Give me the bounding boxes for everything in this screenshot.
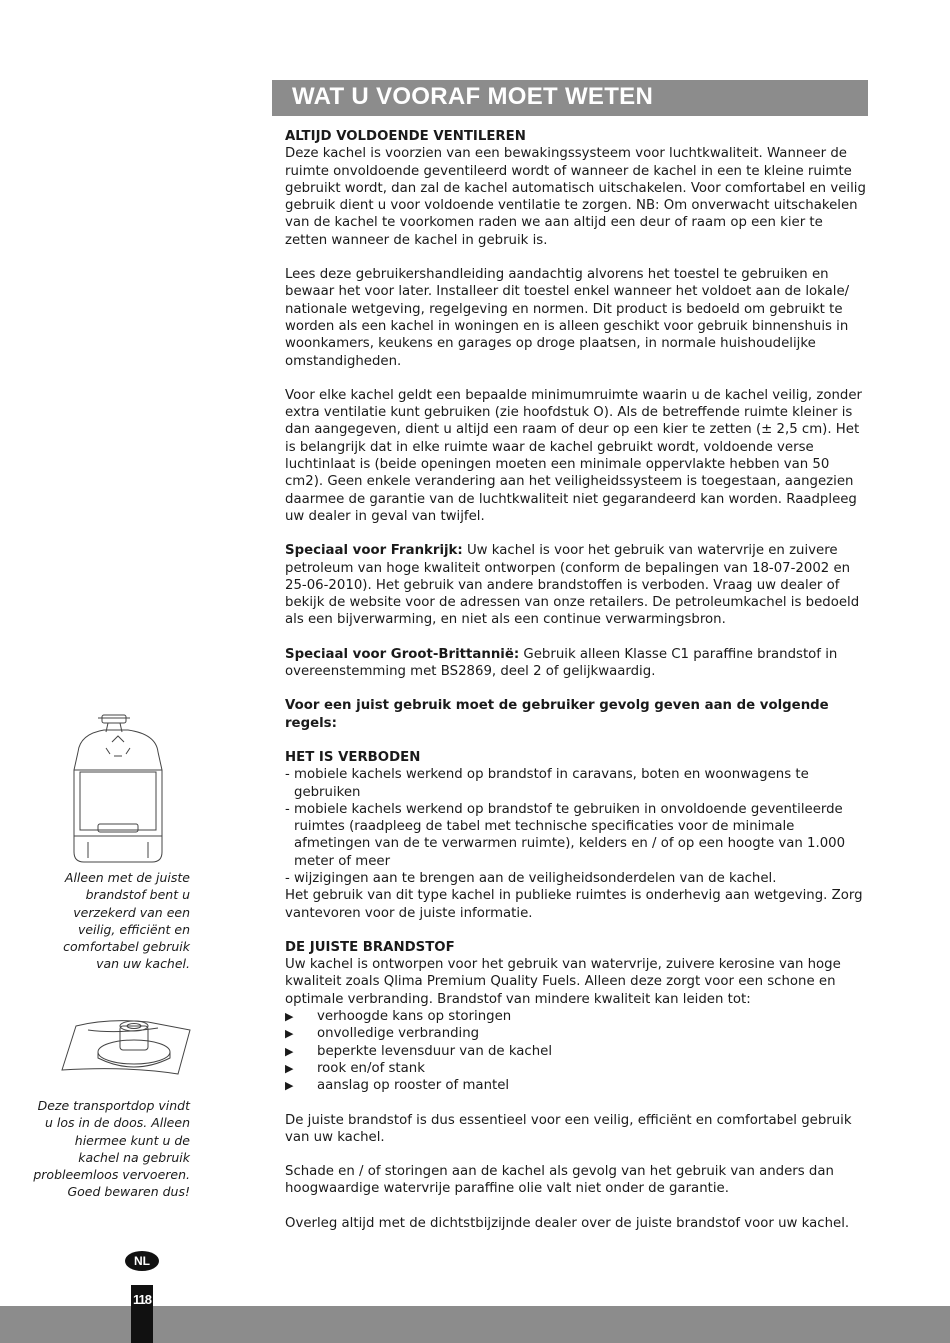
triangle-bullet-icon: ▶ bbox=[285, 1010, 294, 1024]
list-item: ▶ verhoogde kans op storingen bbox=[285, 1009, 512, 1025]
fuel-caption: Alleen met de juiste brandstof bent u verzekerd van een veilig, efficiënt en comfortabel gebruik van uw kachel. bbox=[63, 870, 190, 972]
fuel-heading: DE JUISTE BRANDSTOF bbox=[285, 939, 455, 955]
forbidden-item: - mobiele kachels werkend op brandstof in caravans, boten en woonwagens te gebruiken bbox=[285, 767, 809, 800]
france-paragraph bbox=[285, 542, 869, 628]
france-label: Speciaal voor Frankrijk: bbox=[285, 543, 463, 559]
list-item: ▶ onvolledige verbranding bbox=[285, 1026, 480, 1042]
rules-intro: Voor een juist gebruik moet de gebruiker gevolg geven aan de volgende regels: bbox=[285, 698, 829, 731]
uk-paragraph bbox=[285, 646, 869, 681]
transport-cap-illustration bbox=[58, 1012, 198, 1076]
triangle-bullet-icon: ▶ bbox=[285, 1044, 294, 1058]
list-item: ▶ rook en/of stank bbox=[285, 1060, 425, 1076]
uk-label: Speciaal voor Groot-Brittannië: bbox=[285, 646, 520, 662]
triangle-bullet-icon: ▶ bbox=[285, 1079, 294, 1093]
triangle-bullet-icon: ▶ bbox=[285, 1027, 294, 1041]
manual-paragraph: Lees deze gebruikershandleiding aandachtig alvorens het toestel te gebruiken en bewaar het voor later. Installeer dit toestel enkel wanneer het voldoet aan de lokale/ nationale wetgeving, regelgeving en normen. Dit product is bedoeld om gebruikt te worden als een kachel in woningen en is alleen geschikt voor gebruik binnenshuis in woonkamers, keukens en garages op droge plaatsen, in normale huishoudelijke omstandigheden. bbox=[285, 267, 850, 369]
uk-text: Gebruik alleen Klasse C1 paraffine brandstof in overeenstemming met BS2869, deel 2 of gelijkwaardig. bbox=[285, 646, 838, 680]
transport-cap-caption: Deze transportdop vindt u los in de doos. Alleen hiermee kunt u de kachel na gebruik probleemloos vervoeren. Goed bewaren dus! bbox=[33, 1098, 190, 1200]
list-item: ▶ aanslag op rooster of mantel bbox=[285, 1078, 510, 1094]
forbidden-item: - mobiele kachels werkend op brandstof te gebruiken in onvoldoende geventileerde ruimtes (raadpleeg de tabel met technische specificaties voor de minimale afmetingen van de te verwarmen ruimte), kelders en / of op een hoogte van 1.000 meter of meer bbox=[285, 801, 846, 869]
france-text: Uw kachel is voor het gebruik van watervrije en zuivere petroleum van hoge kwaliteit ontworpen (conform de bepalingen van 18-07-2002 en 25-06-2010). Het gebruik van andere brandstoffen is verboden. Vraag uw dealer of bekijk de website voor de adressen van onze retailers. De petroleumkachel is bedoeld als een bijverwarming, en niet als een continue verwarmingsbron. bbox=[285, 543, 860, 628]
triangle-bullet-icon: ▶ bbox=[285, 1061, 294, 1075]
ventilation-heading: ALTIJD VOLDOENDE VENTILEREN bbox=[285, 129, 526, 144]
page-number: 118 bbox=[133, 1292, 151, 1307]
language-badge: NL bbox=[125, 1251, 159, 1271]
fuel-paragraph: Uw kachel is ontworpen voor het gebruik van watervrije, zuivere kerosine van hoge kwaliteit zoals Qlima Premium Quality Fuels. Alleen deze zorgt voor een schone en optimale verbranding. Brandstof van mindere kwaliteit kan leiden tot: bbox=[285, 957, 841, 1007]
title-bar bbox=[272, 80, 868, 116]
fuel-essential-paragraph: De juiste brandstof is dus essentieel voor een veilig, efficiënt en comfortabel gebruik van uw kachel. bbox=[285, 1112, 852, 1145]
main-content bbox=[285, 128, 869, 1232]
ventilation-paragraph: Deze kachel is voorzien van een bewakingssysteem voor luchtkwaliteit. Wanneer de ruimte onvoldoende geventileerd wordt of wanneer de kachel in een te kleine ruimte gebruikt wordt, dan zal de kachel automatisch uitschakelen. Voor comfortabel en veilig gebruik dient u voor voldoende ventilatie te zorgen. NB: Om onverwacht uitschakelen van de kachel te voorkomen raden we aan altijd een deur of raam op een kier te zetten wanneer de kachel in gebruik is. bbox=[285, 146, 866, 248]
dealer-paragraph: Overleg altijd met de dichtstbijzijnde dealer over de juiste brandstof voor uw kachel. bbox=[285, 1215, 850, 1231]
list-item: ▶ beperkte levensduur van de kachel bbox=[285, 1043, 553, 1059]
space-paragraph: Voor elke kachel geldt een bepaalde minimumruimte waarin u de kachel veilig, zonder extra ventilatie kunt gebruiken (zie hoofdstuk O). Als de betreffende ruimte kleiner is dan aangegeven, dient u altijd een raam of deur op een kier te zetten (± 2,5 cm). Het is belangrijk dat in elke ruimte waar de kachel gebruikt wordt, voldoende verse luchtinlaat is (beide openingen moeten een minimale oppervlakte hebben van 50 cm2). Geen enkele verandering aan het veiligheidssysteem is toegestaan, aangezien daarmee de garantie van de luchtkwaliteit niet gegarandeerd kan worden. Raadpleeg uw dealer in geval van twijfel. bbox=[285, 387, 862, 524]
forbidden-heading: HET IS VERBODEN bbox=[285, 749, 421, 765]
fuel-can-illustration bbox=[68, 712, 168, 864]
damage-paragraph: Schade en / of storingen aan de kachel als gevolg van het gebruik van anders dan hoogwaardige watervrije paraffine olie valt niet onder de garantie. bbox=[285, 1164, 834, 1197]
page-title: WAT U VOORAF MOET WETEN bbox=[292, 83, 654, 110]
forbidden-item: - wijzigingen aan te brengen aan de veiligheidsonderdelen van de kachel. bbox=[285, 870, 777, 886]
public-paragraph: Het gebruik van dit type kachel in publieke ruimtes is onderhevig aan wetgeving. Zorg vantevoren voor de juiste informatie. bbox=[285, 888, 863, 921]
